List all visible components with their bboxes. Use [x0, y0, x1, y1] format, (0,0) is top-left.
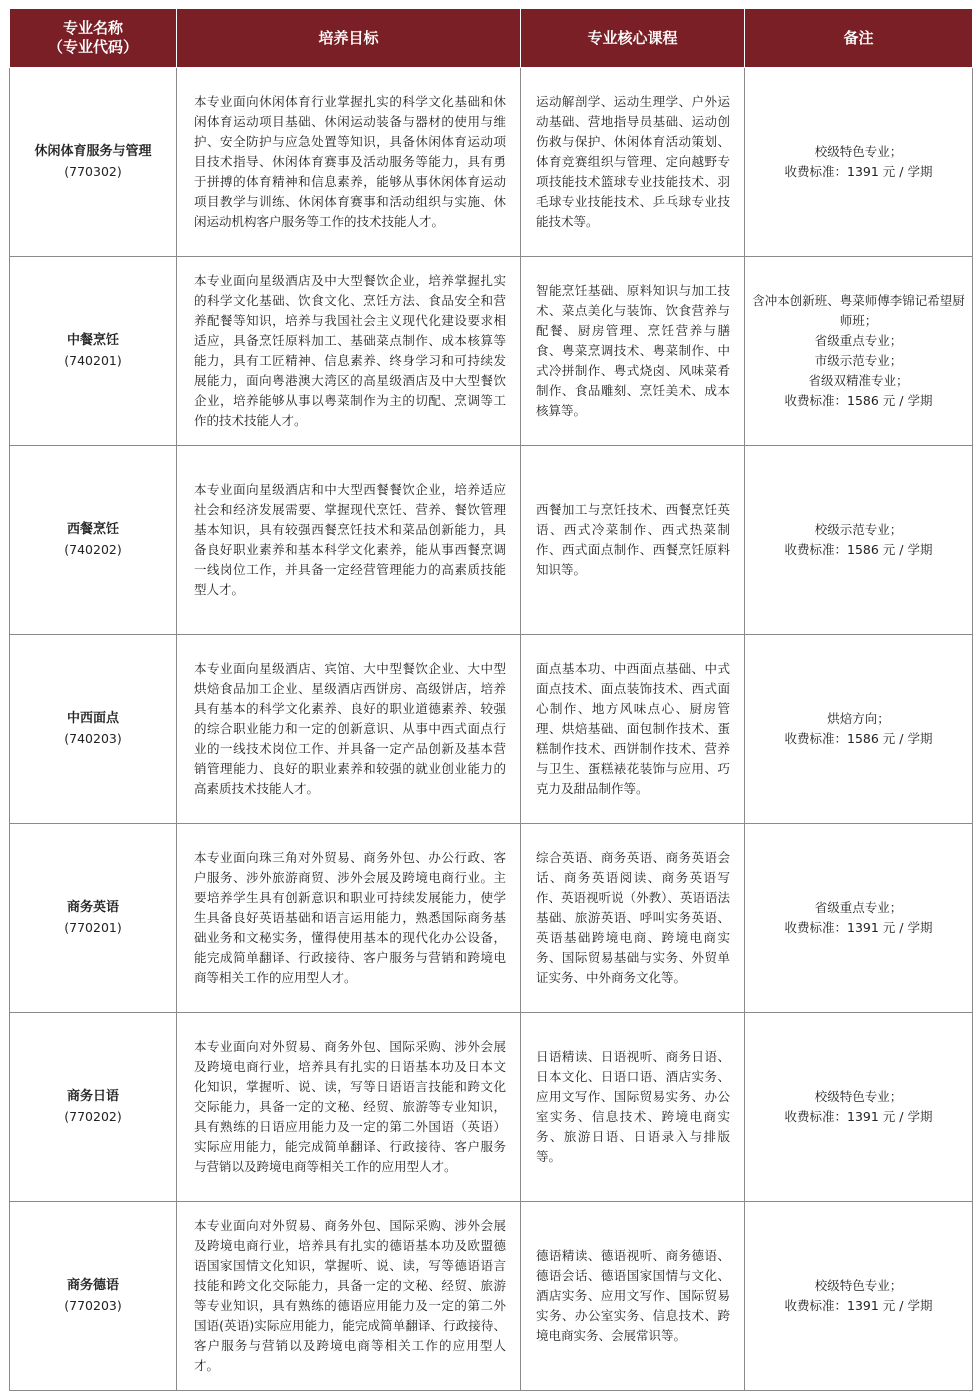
major-name-cell	[10, 446, 177, 635]
major-code: (770201)	[64, 920, 122, 935]
training-goal: 本专业面向星级酒店和中大型西餐餐饮企业，培养适应社会和经济发展需要、掌握现代烹饪、营养、餐饮管理基本知识，具有较强西餐烹饪技术和菜品创新能力，具备良好职业素养和基本科学文化素养，能从事西餐烹调一线岗位工作，并具备一定经营管理能力的高素质技能型人才。	[177, 446, 521, 635]
training-goal: 本专业面向星级酒店、宾馆、大中型餐饮企业、大中型烘焙食品加工企业、星级酒店西饼房、高级饼店，培养具有基本的科学文化素养、良好的职业道德素养、较强的综合职业能力和一定的创新意识、从事中西式面点行业的一线技术岗位工作、并具备一定产品创新及基本营销管理能力、良好的职业素养和较强的就业创业能力的高素质技术技能人才。	[177, 635, 521, 824]
core-courses: 面点基本功、中西面点基础、中式面点技术、面点装饰技术、西式面心制作、地方风味点心、厨房管理、烘焙基础、面包制作技术、蛋糕制作技术、西饼制作技术、营养与卫生、蛋糕裱花装饰与应用、巧克力及甜品制作等。	[521, 635, 745, 824]
major-code: (770202)	[64, 1109, 122, 1124]
notes: 省级重点专业； 收费标准：1391 元 / 学期	[745, 824, 973, 1013]
core-courses: 运动解剖学、运动生理学、户外运动基础、营地指导员基础、运动创伤救与保护、休闲体育活动策划、体育竞赛组织与管理、定向越野专项技能技术篮球专业技能技术、羽毛球专业技能技术、乒乓球专业技能技术等。	[521, 68, 745, 257]
core-courses: 智能烹饪基础、原料知识与加工技术、菜点美化与装饰、饮食营养与配餐、厨房管理、烹饪营养与膳食、粤菜烹调技术、粤菜制作、中式冷拼制作、粤式烧卤、风味菜肴制作、食品雕刻、烹饪美术、成本核算等。	[521, 257, 745, 446]
notes: 校级特色专业； 收费标准：1391 元 / 学期	[745, 1202, 973, 1391]
table-row	[10, 446, 973, 635]
major-name: 商务德语	[66, 1278, 119, 1293]
major-name-cell	[10, 1013, 177, 1202]
training-goal: 本专业面向休闲体育行业掌握扎实的科学文化基础和休闲体育运动项目基础、休闲运动装备与器材的使用与维护、安全防护与应急处置等知识，具备休闲体育运动项目技术指导、休闲体育赛事及活动服务等能力，具有勇于拼搏的体育精神和信息素养，能够从事休闲体育运动项目教学与训练、休闲体育赛事和活动组织与实施、休闲运动机构客户服务等工作的技术技能人才。	[177, 68, 521, 257]
table-row	[10, 1202, 973, 1391]
major-code: (740202)	[64, 542, 122, 557]
training-goal: 本专业面向珠三角对外贸易、商务外包、办公行政、客户服务、涉外旅游商贸、涉外会展及跨境电商行业。主要培养学生具有创新意识和职业可持续发展能力，使学生具备良好英语基础和语言运用能力，熟悉国际商务基础业务和文秘实务，懂得使用基本的现代化办公设备，能完成简单翻译、行政接待、客户服务与营销和跨境电商等相关工作的应用型人才。	[177, 824, 521, 1013]
major-name: 商务日语	[66, 1089, 119, 1104]
major-name-cell	[10, 1202, 177, 1391]
table-row	[10, 257, 973, 446]
notes: 校级示范专业； 收费标准：1586 元 / 学期	[745, 446, 973, 635]
major-name: 休闲体育服务与管理	[34, 144, 152, 159]
table-row	[10, 635, 973, 824]
major-name: 商务英语	[66, 900, 119, 915]
header-core-courses: 专业核心课程	[521, 9, 745, 68]
notes: 烘焙方向； 收费标准：1586 元 / 学期	[745, 635, 973, 824]
table-row	[10, 1013, 973, 1202]
table-header-row	[10, 9, 973, 68]
majors-table	[9, 8, 973, 1391]
notes: 校级特色专业； 收费标准：1391 元 / 学期	[745, 68, 973, 257]
core-courses: 德语精读、德语视听、商务德语、德语会话、德语国家国情与文化、酒店实务、应用文写作、国际贸易实务、办公室实务、信息技术、跨境电商实务、会展常识等。	[521, 1202, 745, 1391]
major-name: 中餐烹饪	[66, 333, 119, 348]
core-courses: 日语精读、日语视听、商务日语、日本文化、日语口语、酒店实务、应用文写作、国际贸易实务、办公室实务、信息技术、跨境电商实务、旅游日语、日语录入与排版等。	[521, 1013, 745, 1202]
major-name: 中西面点	[66, 711, 119, 726]
training-goal: 本专业面向星级酒店及中大型餐饮企业，培养掌握扎实的科学文化基础、饮食文化、烹饪方法、食品安全和营养配餐等知识，培养与我国社会主义现代化建设要求相适应，具备烹饪原料加工、基础菜点制作、成本核算等能力，具有工匠精神、信息素养、终身学习和可持续发展能力，面向粤港澳大湾区的高星级酒店及中大型餐饮企业，培养能够从事以粤菜制作为主的切配、烹调等工作的技术技能人才。	[177, 257, 521, 446]
training-goal: 本专业面向对外贸易、商务外包、国际采购、涉外会展及跨境电商行业，培养具有扎实的日语基本功及日本文化知识，掌握听、说、读，写等日语语言技能和跨文化交际能力，具备一定的文秘、经贸、旅游等专业知识，具有熟练的日语应用能力及一定的第二外国语（英语）实际应用能力，能完成简单翻译、行政接待、客户服务与营销以及跨境电商等相关工作的应用型人才。	[177, 1013, 521, 1202]
training-goal: 本专业面向对外贸易、商务外包、国际采购、涉外会展及跨境电商行业，培养具有扎实的德语基本功及欧盟德语国家国情文化知识，掌握听、说、读，写等德语语言技能和跨文化交际能力，具备一定的文秘、经贸、旅游等专业知识，具有熟练的德语应用能力及一定的第二外国语(英语)实际应用能力，能完成简单翻译、行政接待、客户服务与营销以及跨境电商等相关工作的应用型人才。	[177, 1202, 521, 1391]
major-name-cell	[10, 635, 177, 824]
major-name-cell	[10, 68, 177, 257]
notes: 校级特色专业； 收费标准：1391 元 / 学期	[745, 1013, 973, 1202]
notes: 含冲本创新班、粤菜师傅李锦记希望厨师班； 省级重点专业； 市级示范专业； 省级双精准专业； 收费标准：1586 元 / 学期	[745, 257, 973, 446]
header-major-code-line: （专业代码）	[47, 38, 138, 56]
table-row	[10, 68, 973, 257]
header-major-name	[10, 9, 177, 68]
core-courses: 西餐加工与烹饪技术、西餐烹饪英语、西式冷菜制作、西式热菜制作、西式面点制作、西餐烹饪原料知识等。	[521, 446, 745, 635]
core-courses: 综合英语、商务英语、商务英语会话、商务英语阅读、商务英语写作、英语视听说（外教）、英语语法基础、旅游英语、呼叫实务英语、英语基础跨境电商、跨境电商实务、国际贸易基础与实务、外贸单证实务、中外商务文化等。	[521, 824, 745, 1013]
major-name-cell	[10, 257, 177, 446]
header-training-goal: 培养目标	[177, 9, 521, 68]
table-row	[10, 824, 973, 1013]
major-code: (770302)	[64, 164, 122, 179]
major-code: (740201)	[64, 353, 122, 368]
major-name-cell	[10, 824, 177, 1013]
major-name: 西餐烹饪	[66, 522, 119, 537]
major-code: (770203)	[64, 1298, 122, 1313]
header-major-name-line: 专业名称	[62, 19, 123, 37]
major-code: (740203)	[64, 731, 122, 746]
header-notes: 备注	[745, 9, 973, 68]
